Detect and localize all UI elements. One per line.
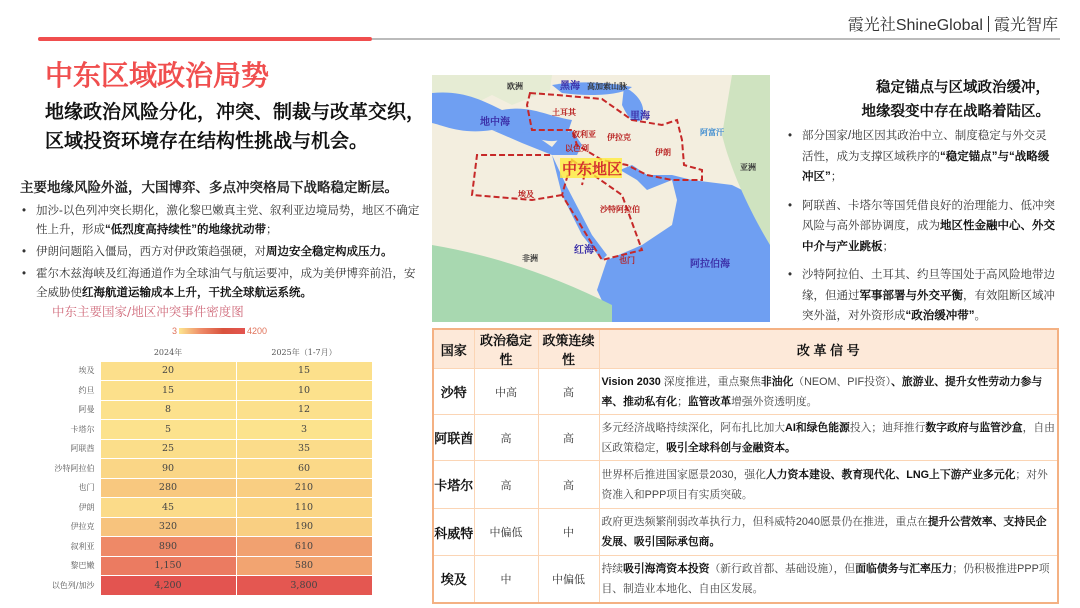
country-cell: 卡塔尔	[433, 461, 474, 509]
bullet-item: • 霍尔木兹海峡及红海通道作为全球油气与航运要冲，成为美伊博弈前沿，安全威胁使红海航道运输成本上升，干扰全球航运系统。	[20, 265, 420, 303]
header-divider	[372, 38, 1060, 40]
heatmap-cell: 45	[100, 498, 236, 518]
heatmap-cell: 3	[236, 420, 372, 440]
heatmap-cell: 110	[236, 498, 372, 518]
heatmap-cell: 610	[236, 537, 372, 557]
bullet-item: • 阿联酋、卡塔尔等国凭借良好的治理能力、低冲突风险与高外部协调度，成为地区性金融中心、外交中介与产业跳板；	[786, 196, 1056, 258]
page-title: 中东区域政治局势	[45, 60, 270, 91]
map-label: 阿富汗	[700, 128, 724, 137]
brand-english: ShineGlobal	[895, 17, 983, 34]
signal-cell: Vision 2030 深度推进，重点聚焦非油化（NEOM、PIF投资）、旅游业、提升女性劳动力参与率、推动私有化；监管改革增强外资透明度。	[599, 369, 1058, 415]
heatmap-row	[50, 537, 372, 557]
bullet-item: • 沙特阿拉伯、土耳其、约旦等国处于高风险地带边缘，但通过军事部署与外交平衡，有效阻断区域冲突外溢，对外资形成“政治缓冲带”。	[786, 265, 1056, 327]
heatmap-cell: 3,800	[236, 576, 372, 596]
column-header: 改 革 信 号	[599, 329, 1058, 369]
signal-cell: 持续吸引海湾资本投资（新行政首都、基础设施），但面临债务与汇率压力；仍积极推进PPP项目、制造业本地化、自由区发展。	[599, 556, 1058, 603]
heatmap-row-label: 叙利亚	[70, 541, 95, 551]
legend-gradient	[179, 328, 245, 334]
country-cell: 埃及	[433, 556, 474, 603]
heatmap-row-label: 以色列/加沙	[51, 580, 95, 590]
map-label: 里海	[630, 111, 650, 122]
heatmap-row-label: 埃及	[78, 366, 95, 376]
middle-east-map	[432, 75, 770, 322]
map-label: 叙利亚	[572, 130, 596, 139]
heatmap-cell: 320	[100, 517, 236, 537]
map-label: 沙特阿拉伯	[600, 205, 640, 214]
heatmap-row	[50, 439, 372, 459]
table-row	[433, 461, 1058, 509]
brand-sub: 霞光智库	[993, 17, 1058, 34]
signal-cell: 政府更迭频繁削弱改革执行力，但科威特2040愿景仍在推进，重点在提升公营效率、支持民企发展、吸引国际承包商。	[599, 509, 1058, 556]
heatmap-row	[50, 556, 372, 576]
heatmap-cell: 1,150	[100, 556, 236, 576]
heatmap-cell: 20	[100, 361, 236, 381]
brand-logo	[848, 12, 1058, 35]
stability-cell: 中偏低	[474, 509, 538, 556]
column-header: 政策连续性	[538, 329, 599, 369]
map-label: 土耳其	[552, 108, 576, 117]
table-row	[433, 369, 1058, 415]
signal-cell: 世界杯后推进国家愿景2030，强化人力资本建设、教育现代化、LNG上下游产业多元化；对外资准入和PPP项目有实质突破。	[599, 461, 1058, 509]
heatmap-cell: 15	[236, 361, 372, 381]
bullet-item: • 伊朗问题陷入僵局，西方对伊政策趋强硬，对周边安全稳定构成压力。	[20, 243, 420, 262]
table-row	[433, 509, 1058, 556]
heatmap-cell: 5	[100, 420, 236, 440]
map-label: 埃及	[518, 190, 534, 199]
map-label: 亚洲	[740, 163, 756, 172]
heatmap-row-label: 阿联酋	[70, 444, 95, 454]
stability-cell: 中高	[474, 369, 538, 415]
map-label: 黑海	[560, 81, 580, 92]
continuity-cell: 中	[538, 509, 599, 556]
heatmap-title: 中东主要国家/地区冲突事件密度图	[52, 304, 244, 319]
heatmap-row-label: 卡塔尔	[70, 424, 95, 434]
heatmap	[50, 344, 373, 596]
map-label: 欧洲	[507, 82, 523, 91]
left-section-heading: 主要地缘风险外溢，大国博弈、多点冲突格局下战略稳定断层。	[20, 180, 398, 195]
heatmap-cell: 190	[236, 517, 372, 537]
map-label: 以色列	[565, 144, 589, 153]
heatmap-row-label: 伊朗	[78, 502, 95, 512]
right-section-heading	[862, 76, 1051, 124]
heatmap-cell: 580	[236, 556, 372, 576]
table-row	[433, 415, 1058, 461]
heatmap-legend	[172, 326, 267, 336]
left-bullet-list	[20, 202, 420, 306]
heatmap-row-label: 黎巴嫩	[70, 561, 95, 571]
map-label: 也门	[619, 256, 635, 265]
heatmap-row	[50, 478, 372, 498]
signal-cell: 多元经济战略持续深化，阿布扎比加大AI和绿色能源投入；迪拜推行数字政府与监管沙盒，自由区政策稳定，吸引全球科创与金融资本。	[599, 415, 1058, 461]
heatmap-cell: 25	[100, 439, 236, 459]
map-label: 红海	[574, 245, 594, 256]
heading-line: 地缘裂变中存在战略着陆区。	[861, 104, 1050, 120]
heatmap-column-header: 2024年	[153, 347, 183, 357]
heatmap-row	[50, 400, 372, 420]
heatmap-cell: 10	[236, 381, 372, 401]
subtitle-line: 区域投资环境存在结构性挑战与机会。	[45, 131, 369, 152]
stability-cell: 高	[474, 415, 538, 461]
map-label: 非洲	[522, 254, 538, 263]
brand-divider	[988, 16, 989, 32]
table-row	[433, 556, 1058, 603]
heatmap-cell: 4,200	[100, 576, 236, 596]
heatmap-row-label: 也门	[78, 483, 95, 493]
heatmap-cell: 890	[100, 537, 236, 557]
map-label: 伊朗	[655, 148, 671, 157]
header-accent-line	[38, 37, 372, 41]
heatmap-row	[50, 576, 372, 596]
heatmap-row	[50, 381, 372, 401]
heatmap-row	[50, 361, 372, 381]
bullet-item: • 部分国家/地区因其政治中立、制度稳定与外交灵活性，成为支撑区域秩序的“稳定锚点”与“战略缓冲区”；	[786, 126, 1056, 188]
map-label: 高加索山脉	[587, 82, 627, 91]
heatmap-cell: 90	[100, 459, 236, 479]
column-header: 政治稳定性	[474, 329, 538, 369]
bullet-item: • 加沙-以色列冲突长期化，激化黎巴嫩真主党、叙利亚边境局势，地区不确定性上升，形成“低烈度高持续性”的地缘扰动带；	[20, 202, 420, 240]
heatmap-cell: 60	[236, 459, 372, 479]
heatmap-cell: 280	[100, 478, 236, 498]
heatmap-column-header: 2025年（1-7月）	[271, 347, 337, 357]
map-label: 伊拉克	[607, 133, 631, 142]
legend-min: 3	[172, 326, 178, 336]
heatmap-row-label: 沙特阿拉伯	[54, 463, 95, 473]
map-region-label: 中东地区	[562, 161, 623, 178]
heatmap-row-label: 伊拉克	[70, 522, 95, 532]
continuity-cell: 高	[538, 461, 599, 509]
heatmap-cell: 35	[236, 439, 372, 459]
heatmap-row-label: 约旦	[78, 385, 95, 395]
heatmap-cell: 210	[236, 478, 372, 498]
country-cell: 沙特	[433, 369, 474, 415]
stability-cell: 高	[474, 461, 538, 509]
heatmap-cell: 12	[236, 400, 372, 420]
heatmap-row	[50, 459, 372, 479]
country-cell: 阿联酋	[433, 415, 474, 461]
brand-name: 霞光社	[847, 17, 896, 34]
continuity-cell: 高	[538, 369, 599, 415]
subtitle-line: 地缘政治风险分化，冲突、制裁与改革交织，	[45, 102, 426, 123]
heatmap-row	[50, 498, 372, 518]
heatmap-row-label: 阿曼	[78, 405, 95, 415]
heatmap-cell: 8	[100, 400, 236, 420]
reform-signal-table	[432, 328, 1059, 604]
country-cell: 科威特	[433, 509, 474, 556]
heatmap-cell: 15	[100, 381, 236, 401]
continuity-cell: 中偏低	[538, 556, 599, 603]
map-label: 阿拉伯海	[690, 259, 730, 270]
stability-cell: 中	[474, 556, 538, 603]
page-subtitle	[45, 98, 425, 156]
column-header: 国家	[433, 329, 474, 369]
map-label: 地中海	[480, 117, 510, 128]
heading-line: 稳定锚点与区域政治缓冲，	[876, 80, 1050, 96]
legend-max: 4200	[247, 326, 268, 336]
continuity-cell: 高	[538, 415, 599, 461]
heatmap-row	[50, 517, 372, 537]
right-bullet-list	[786, 126, 1056, 335]
heatmap-row	[50, 420, 372, 440]
